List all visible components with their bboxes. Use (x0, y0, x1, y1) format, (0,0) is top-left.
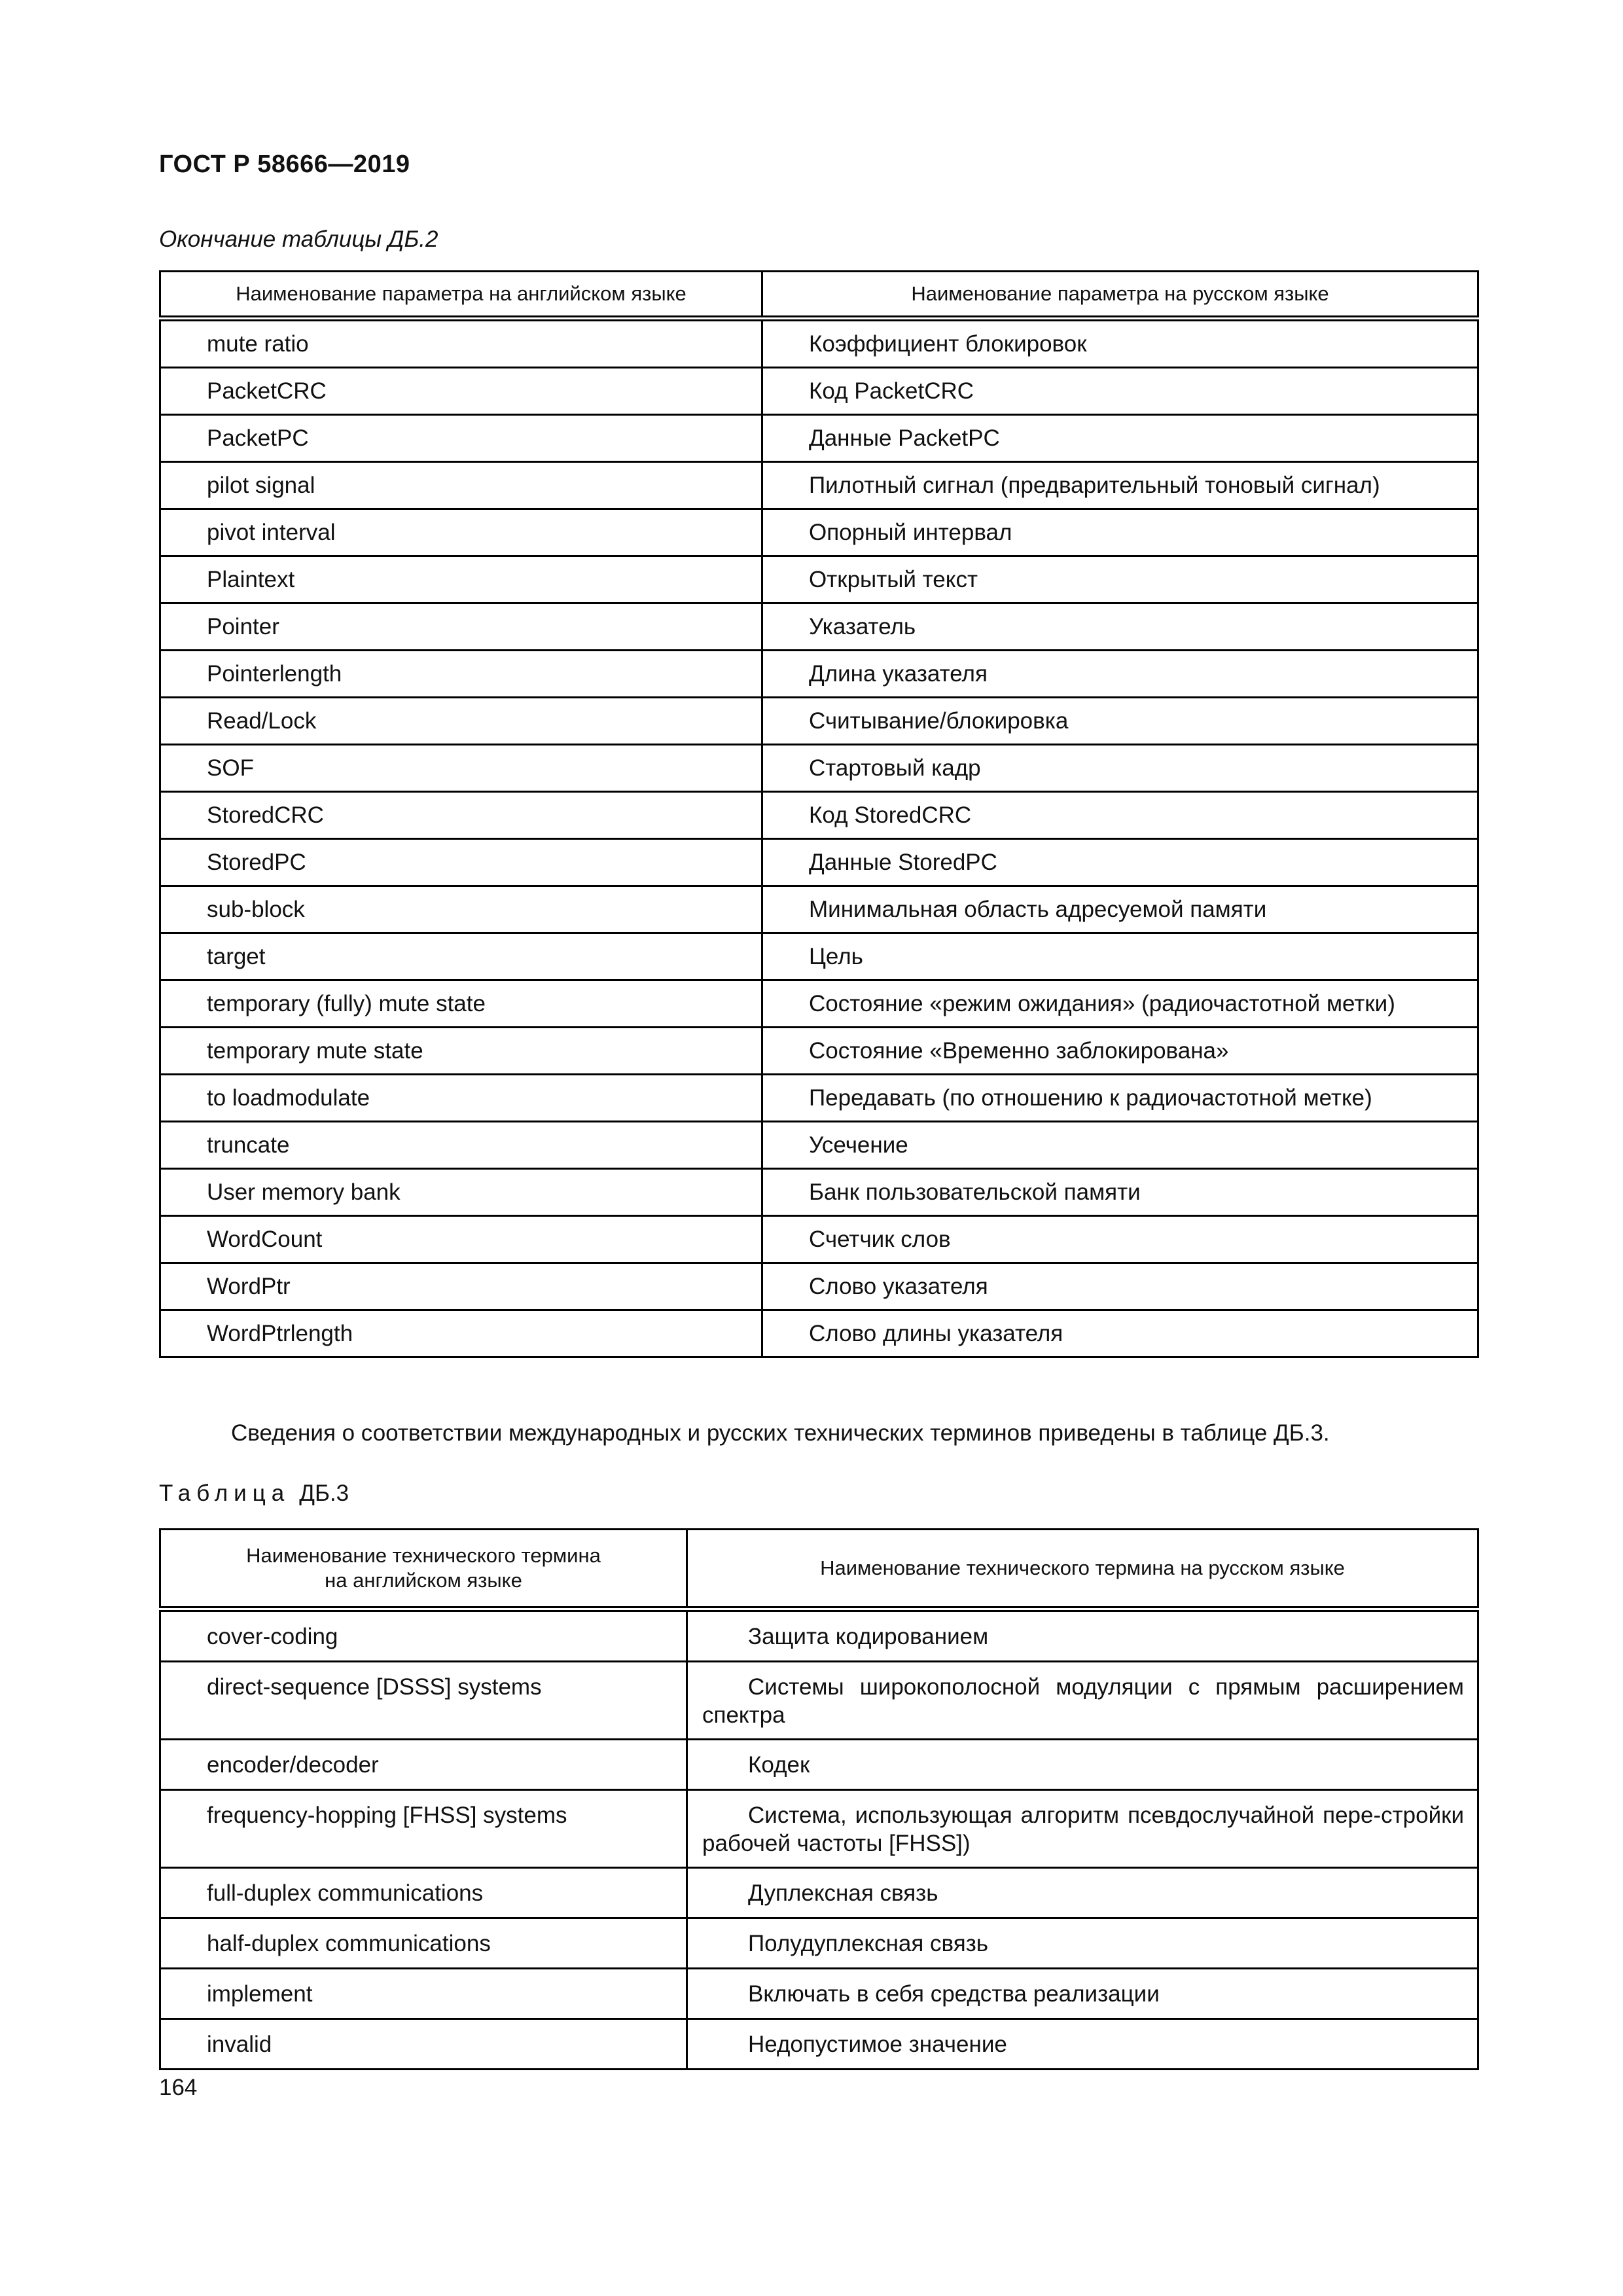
table-row (160, 1263, 1478, 1310)
english-term-cell: encoder/decoder (160, 1740, 687, 1790)
column-header-line: на английском языке (325, 1569, 522, 1592)
english-term-cell: Pointer (160, 603, 762, 651)
russian-term-cell: Передавать (по отношению к радиочастотной метке) (762, 1075, 1478, 1122)
russian-term-cell: Считывание/блокировка (762, 698, 1478, 745)
reference-paragraph: Сведения о соответствии международных и русских технических терминов приведены в таблице ДБ.3. (231, 1420, 1330, 1446)
document-header: ГОСТ Р 58666—2019 (159, 151, 410, 178)
english-term-cell: target (160, 933, 762, 980)
table-row (160, 1169, 1478, 1216)
russian-term-cell: Данные StoredPC (762, 839, 1478, 886)
table-row (160, 1075, 1478, 1122)
english-term-cell: temporary mute state (160, 1028, 762, 1075)
russian-term-text: Системы широкополосной модуляции с прямым расширением спектра (702, 1674, 1464, 1728)
table-row (160, 1609, 1478, 1662)
english-term-cell: WordCount (160, 1216, 762, 1263)
english-term-cell: Read/Lock (160, 698, 762, 745)
russian-term-text: Включать в себя средства реализации (748, 1981, 1160, 2007)
russian-term-cell: Слово длины указателя (762, 1310, 1478, 1357)
english-term-cell: sub-block (160, 886, 762, 933)
table-row (160, 839, 1478, 886)
english-term-cell: invalid (160, 2019, 687, 2070)
russian-term-cell: Стартовый кадр (762, 745, 1478, 792)
table-db3-caption (159, 1480, 349, 1507)
table-row (160, 368, 1478, 415)
page-number: 164 (159, 2075, 198, 2100)
english-term-cell: StoredPC (160, 839, 762, 886)
russian-term-cell (687, 1969, 1478, 2019)
russian-term-text: Кодек (748, 1752, 810, 1778)
table-db2 (159, 270, 1479, 1358)
english-term-cell: PacketCRC (160, 368, 762, 415)
table-db3 (159, 1528, 1479, 2070)
english-term-cell: Pointerlength (160, 651, 762, 698)
table-row (160, 933, 1478, 980)
english-term-cell: half-duplex communications (160, 1918, 687, 1969)
russian-term-cell: Опорный интервал (762, 509, 1478, 556)
english-term-cell: WordPtr (160, 1263, 762, 1310)
column-header-english: Наименование параметра на английском языке (160, 272, 762, 319)
table-row (160, 556, 1478, 603)
english-term-cell: mute ratio (160, 319, 762, 368)
english-term-cell: User memory bank (160, 1169, 762, 1216)
column-header-english (160, 1530, 687, 1609)
table-row (160, 1122, 1478, 1169)
table-caption-number: ДБ.3 (299, 1480, 349, 1506)
russian-term-cell: Усечение (762, 1122, 1478, 1169)
english-term-cell: to loadmodulate (160, 1075, 762, 1122)
russian-term-cell: Банк пользовательской памяти (762, 1169, 1478, 1216)
column-header-line: Наименование технического термина (246, 1544, 601, 1567)
russian-term-cell: Слово указателя (762, 1263, 1478, 1310)
english-term-cell: PacketPC (160, 415, 762, 462)
table-row (160, 509, 1478, 556)
table-row (160, 1662, 1478, 1740)
english-term-cell: cover-coding (160, 1609, 687, 1662)
english-term-cell: implement (160, 1969, 687, 2019)
table-header-row (160, 272, 1478, 319)
table-row (160, 886, 1478, 933)
table-row (160, 1969, 1478, 2019)
table-row (160, 651, 1478, 698)
table-row (160, 745, 1478, 792)
table-row (160, 415, 1478, 462)
table-row (160, 462, 1478, 509)
table-db2-caption: Окончание таблицы ДБ.2 (159, 226, 438, 252)
russian-term-text: Дуплексная связь (748, 1880, 938, 1906)
russian-term-cell: Данные PacketPC (762, 415, 1478, 462)
english-term-cell: SOF (160, 745, 762, 792)
english-term-cell: temporary (fully) mute state (160, 980, 762, 1028)
english-term-cell: Plaintext (160, 556, 762, 603)
russian-term-text: Система, использующая алгоритм псевдослучайной пере-стройки рабочей частоты [FHSS]) (702, 1803, 1464, 1856)
russian-term-cell: Код StoredCRC (762, 792, 1478, 839)
table-row (160, 980, 1478, 1028)
table-row (160, 1310, 1478, 1357)
table-row (160, 698, 1478, 745)
english-term-cell: direct-sequence [DSSS] systems (160, 1662, 687, 1740)
table-header-row (160, 1530, 1478, 1609)
russian-term-text: Недопустимое значение (748, 2032, 1007, 2057)
russian-term-cell (687, 1868, 1478, 1918)
table-caption-word: Таблица (159, 1480, 291, 1506)
column-header-russian: Наименование технического термина на русском языке (687, 1530, 1478, 1609)
table-row (160, 603, 1478, 651)
english-term-cell: full-duplex communications (160, 1868, 687, 1918)
english-term-cell: WordPtrlength (160, 1310, 762, 1357)
russian-term-cell: Состояние «режим ожидания» (радиочастотной метки) (762, 980, 1478, 1028)
russian-term-cell: Пилотный сигнал (предварительный тоновый сигнал) (762, 462, 1478, 509)
russian-term-cell: Счетчик слов (762, 1216, 1478, 1263)
column-header-russian: Наименование параметра на русском языке (762, 272, 1478, 319)
english-term-cell: truncate (160, 1122, 762, 1169)
russian-term-cell: Открытый текст (762, 556, 1478, 603)
table-row (160, 1868, 1478, 1918)
english-term-cell: StoredCRC (160, 792, 762, 839)
table-row (160, 1028, 1478, 1075)
english-term-cell: pilot signal (160, 462, 762, 509)
russian-term-text: Защита кодированием (748, 1624, 989, 1649)
russian-term-cell (687, 1662, 1478, 1740)
table-row (160, 792, 1478, 839)
russian-term-cell: Длина указателя (762, 651, 1478, 698)
table-row (160, 1216, 1478, 1263)
table-row (160, 1790, 1478, 1868)
table-row (160, 1918, 1478, 1969)
russian-term-cell (687, 1609, 1478, 1662)
russian-term-cell: Коэффициент блокировок (762, 319, 1478, 368)
russian-term-cell: Минимальная область адресуемой памяти (762, 886, 1478, 933)
russian-term-cell: Состояние «Временно заблокирована» (762, 1028, 1478, 1075)
russian-term-cell (687, 1918, 1478, 1969)
russian-term-cell (687, 1790, 1478, 1868)
russian-term-cell: Указатель (762, 603, 1478, 651)
russian-term-cell: Цель (762, 933, 1478, 980)
table-row (160, 2019, 1478, 2070)
english-term-cell: frequency-hopping [FHSS] systems (160, 1790, 687, 1868)
english-term-cell: pivot interval (160, 509, 762, 556)
russian-term-cell (687, 2019, 1478, 2070)
russian-term-text: Полудуплексная связь (748, 1931, 988, 1956)
table-row (160, 1740, 1478, 1790)
russian-term-cell: Код PacketCRC (762, 368, 1478, 415)
table-row (160, 319, 1478, 368)
russian-term-cell (687, 1740, 1478, 1790)
